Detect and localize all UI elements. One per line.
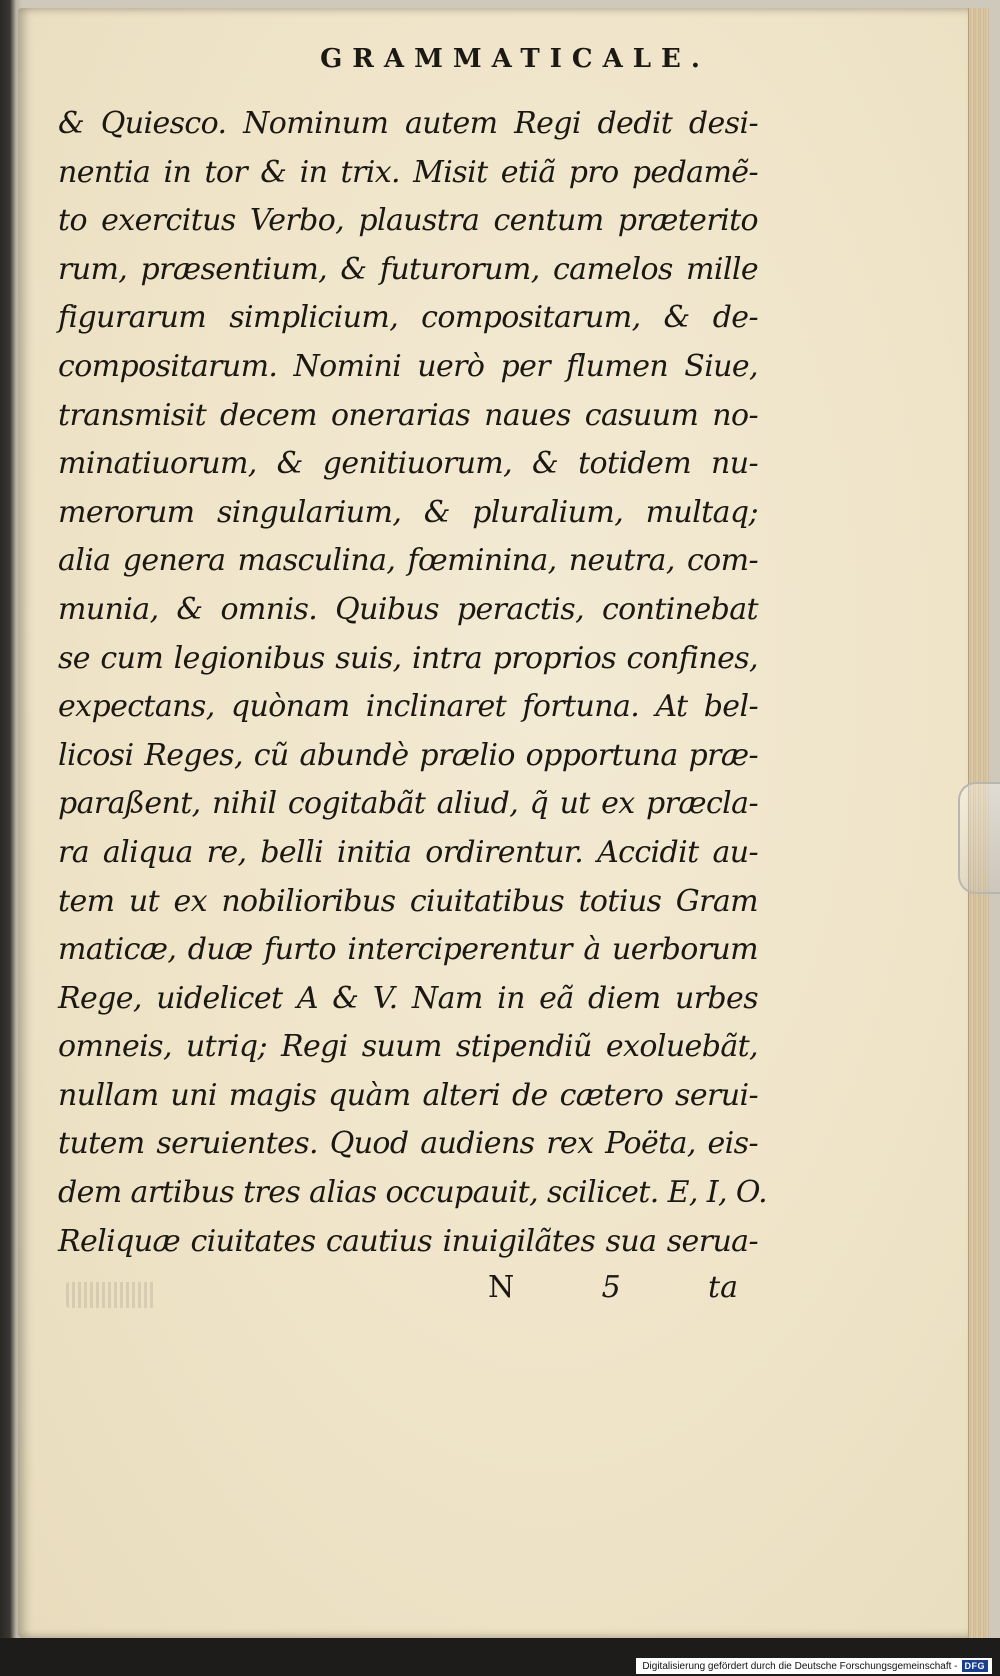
dfg-logo: DFG [962,1660,989,1672]
text-line: merorum singularium, & pluralium, multaq; [58,494,758,530]
page-clip [958,782,1000,894]
text-line: dem artibus tres alias occupauit, scilicet. E, I, O. [58,1175,768,1211]
text-line: nullam uni magis quàm alteri de cætero serui- [58,1077,758,1113]
text-line: compositarum. Nomini uerò per flumen Siue, [58,348,758,384]
running-title: GRAMMATICALE. [320,44,710,74]
catchword-line [488,1270,738,1305]
text-line: tutem seruientes. Quod audiens rex Poëta, eis- [58,1126,758,1162]
text-line: transmisit decem onerarias naues casuum no- [58,397,758,433]
text-line: omneis, utriq; Regi suum stipendiũ exoluebãt, [58,1029,758,1065]
text-line: alia genera masculina, fœminina, neutra, com- [58,543,758,579]
signature-number: 5 [601,1270,621,1305]
text-line: maticæ, duæ furto interciperentur à uerborum [58,932,758,968]
text-line: licosi Reges, cũ abundè prælio opportuna præ- [58,737,758,773]
text-line: minatiuorum, & genitiuorum, & totidem nu- [58,446,758,482]
credit-text: Digitalisierung gefördert durch die Deutsche Forschungsgemeinschaft - [642,1660,958,1672]
text-line: paraßent, nihil cogitabãt aliud, q̃ ut ex præcla- [58,786,758,822]
text-line: tem ut ex nobilioribus ciuitatibus totius Gram [58,883,758,919]
text-line: Rege, uidelicet A & V. Nam in eã diem urbes [58,980,758,1016]
text-line: se cum legionibus suis, intra proprios confines, [58,640,758,676]
faded-stamp [66,1282,156,1308]
text-line: expectans, quònam inclinaret fortuna. At bel- [58,689,758,725]
text-line: Reliquæ ciuitates cautius inuigilãtes sua serua- [58,1223,758,1259]
text-line: nentia in tor & in trix. Misit etiã pro pedamẽ- [58,154,758,190]
text-line: rum, præsentium, & futurorum, camelos mille [58,251,758,287]
text-line: figurarum simplicium, compositarum, & de- [58,300,758,336]
text-line: ra aliqua re, belli initia ordirentur. Accidit au- [58,834,758,870]
body-text [58,100,768,1266]
text-line: munia, & omnis. Quibus peractis, continebat [58,591,758,627]
signature-mark: N [488,1270,515,1305]
digitization-credit [636,1658,992,1674]
text-line: to exercitus Verbo, plaustra centum præterito [58,203,758,239]
text-line: & Quiesco. Nominum autem Regi dedit desi- [58,106,758,141]
catchword: ta [708,1270,738,1305]
